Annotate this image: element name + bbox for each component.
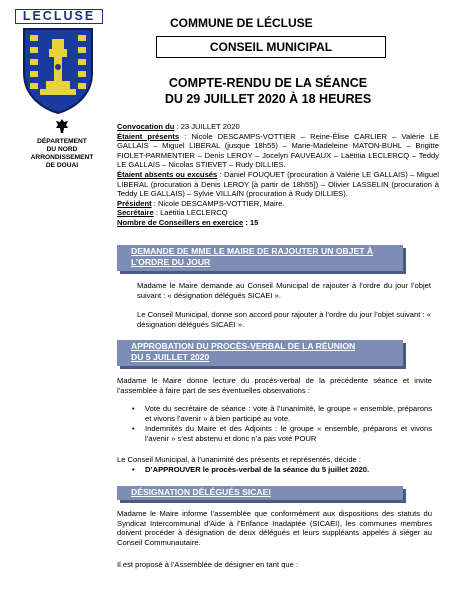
section2-decision-list: [126, 465, 432, 476]
section3-paragraph: Il est proposé à l’Assemblée de désigner en tant que :: [117, 560, 299, 569]
list-item: • Vote du secrétaire de séance : vote à l’unanimité, le groupe « ensemble, préparons et vivons l’avenir » à bien participé au vote.: [132, 404, 432, 423]
department-line: DÉPARTEMENT: [37, 138, 87, 145]
convocation-label: Convocation du: [117, 122, 175, 131]
section2-intro: Madame le Maire donne lecture du procès-verbal de la précédente séance et invite l’assemblée à faire part de ses éventuelles observations :: [117, 376, 432, 395]
crest-town-name: LECLUSE: [15, 9, 103, 24]
eagle-emblem-icon: [55, 118, 69, 134]
convocation-value: : 23 JUILLET 2020: [174, 122, 240, 131]
meeting-meta: [117, 122, 439, 228]
department-line: DU NORD: [46, 146, 78, 153]
president-label: Président: [117, 198, 152, 208]
secretaire-value: : Laëtitia LECLERCQ: [153, 208, 228, 218]
report-title-line1: COMPTE-RENDU DE LA SÉANCE: [168, 76, 368, 90]
department-block: [14, 138, 110, 170]
section-heading-line: DEMANDE DE MME LE MAIRE DE RAJOUTER UN OBJET À: [131, 246, 374, 256]
section1-paragraph: Madame le Maire demande au Conseil Municipal de rajouter à l’ordre du jour l’objet suivant : « désignation délégués SICAEI ».: [137, 281, 431, 300]
absents-line: [117, 170, 439, 199]
list-item: • Indemnités du Maire et des Adjoints : le groupe « ensemble, préparons et vivons l’avenir » s’est abstenu et donc n’a pas voté POUR: [132, 424, 432, 443]
president-line: [117, 199, 439, 209]
list-item-text: Indemnités du Maire et des Adjoints : le groupe « ensemble, préparons et vivons l’avenir » s’est abstenu et donc n’a pas voté POUR: [145, 424, 432, 443]
nombre-value: : 15: [243, 217, 259, 227]
town-crest-logo: [22, 27, 94, 115]
absents-label: Étaient absents ou excusés: [117, 169, 218, 179]
department-line: DE DOUAI: [45, 162, 79, 169]
section-heading-line: L’ORDRE DU JOUR: [131, 257, 211, 267]
secretaire-line: [117, 208, 439, 218]
list-item: • D’APPROUVER le procès-verbal de la séance du 5 juillet 2020.: [132, 465, 370, 474]
nombre-label: Nombre de Conseillers en exercice: [117, 217, 244, 227]
department-line: ARRONDISSEMENT: [30, 154, 94, 161]
conseil-municipal-box: CONSEIL MUNICIPAL: [156, 36, 386, 58]
section-heading-line: DÉSIGNATION DÉLÉGUÉS SICAEI: [131, 487, 271, 497]
section2-observations-list: [126, 404, 432, 444]
section-heading-line: DU 5 JUILLET 2020: [131, 352, 210, 362]
list-item-text: D’APPROUVER le procès-verbal de la séance du 5 juillet 2020.: [145, 465, 370, 474]
section-heading-approbation: [117, 340, 403, 366]
section-heading-designation: [117, 486, 403, 500]
report-title-line2: DU 29 JUILLET 2020 À 18 HEURES: [164, 92, 372, 106]
section1-paragraph: Le Conseil Municipal, donne son accord pour rajouter à l’ordre du jour l’objet suivant : « désignation délégués SICAEI ».: [137, 310, 431, 329]
presents-value: : Nicole DESCAMPS-VOTTIER – Reine-Élise CARLIER – Valérie LE GALLAIS – Miguel LIBERAL (jusque 18h55) – Marie-Madeleine MATON-BUHL – Brigitte FIOLET-PARMENTIER – Denis LEROY – Jocelyn FAUVEAUX – Laëtitia LECLERCQ – Teddy LE GALLAIS – Nicolas STIEVET – Rudy DILLIES.: [117, 131, 439, 170]
convocation-line: [117, 122, 439, 132]
section3-paragraph: Madame le Maire informe l’assemblée que conformément aux dispositions des statuts du Syndicat Intercommunal d’Aide à l’Enfance Inadaptée (SICAEI), les communes membres doivent procéder à désignation de deux délégués et leurs suppléants appelés à siéger au Conseil Communautaire.: [117, 509, 432, 547]
secretaire-label: Secrétaire: [117, 208, 154, 218]
president-value: : Nicole DESCAMPS-VOTTIER, Maire.: [151, 198, 285, 208]
absents-value: : Daniel FOUQUET (procuration à Valérie LE GALLAIS) – Miguel LIBERAL (procuration à Denis LEROY [à partir de 18h55]) – Olivier LASSELIN (procuration à Teddy LE GALLAIS) – Sylvie VILLAIN (procuration à Rudy DILLIES).: [117, 169, 439, 199]
commune-title: COMMUNE DE LÉCLUSE: [170, 16, 313, 30]
presents-label: Étaient présents: [117, 131, 180, 141]
section-heading-ordre-du-jour: [117, 245, 403, 271]
list-item-text: Vote du secrétaire de séance : vote à l’unanimité, le groupe « ensemble, préparons et vivons l’avenir » à bien participé au vote.: [145, 404, 432, 423]
presents-line: [117, 132, 439, 170]
section2-decision: Le Conseil Municipal, à l’unanimité des présents et représentés, décide :: [117, 455, 361, 464]
nombre-line: [117, 218, 439, 228]
section-heading-line: APPROBATION DU PROCÈS-VERBAL DE LA RÉUNION: [131, 341, 356, 351]
